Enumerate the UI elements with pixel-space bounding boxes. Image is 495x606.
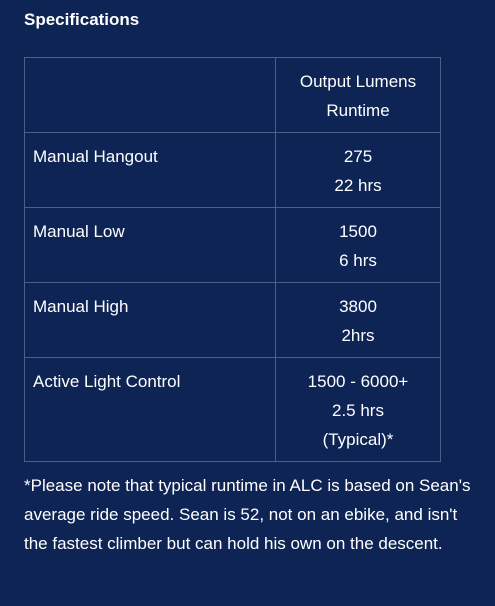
mode-label: Manual Hangout <box>25 133 276 208</box>
runtime-value: 22 hrs <box>334 176 382 195</box>
specifications-heading: Specifications <box>24 10 140 29</box>
header-value-cell <box>276 58 441 133</box>
runtime-value: 6 hrs <box>339 251 377 270</box>
specifications-table <box>24 57 441 462</box>
mode-value <box>276 208 441 283</box>
runtime-value: 2.5 hrs <box>332 401 384 420</box>
runtime-value: 2hrs <box>341 326 375 345</box>
lumens-value: 1500 <box>339 222 377 241</box>
lumens-value: 1500 - 6000+ <box>307 372 409 391</box>
header-output-lumens: Output Lumens <box>299 72 417 91</box>
table-row <box>25 133 441 208</box>
header-empty-cell <box>25 58 276 133</box>
mode-value <box>276 283 441 358</box>
runtime-qualifier: (Typical)* <box>322 430 394 449</box>
runtime-footnote: *Please note that typical runtime in ALC is based on Sean's average ride speed. Sean is 52, not on an ebike, and isn't the fastest climber but can hold his own on the descent. <box>24 476 471 553</box>
lumens-value: 3800 <box>339 297 377 316</box>
mode-label: Manual High <box>25 283 276 358</box>
mode-label: Active Light Control <box>25 358 276 462</box>
table-row <box>25 208 441 283</box>
mode-value <box>276 133 441 208</box>
table-header-row <box>25 58 441 133</box>
mode-label: Manual Low <box>25 208 276 283</box>
header-runtime: Runtime <box>326 101 390 120</box>
lumens-value: 275 <box>343 147 373 166</box>
mode-value <box>276 358 441 462</box>
table-row <box>25 283 441 358</box>
table-row <box>25 358 441 462</box>
